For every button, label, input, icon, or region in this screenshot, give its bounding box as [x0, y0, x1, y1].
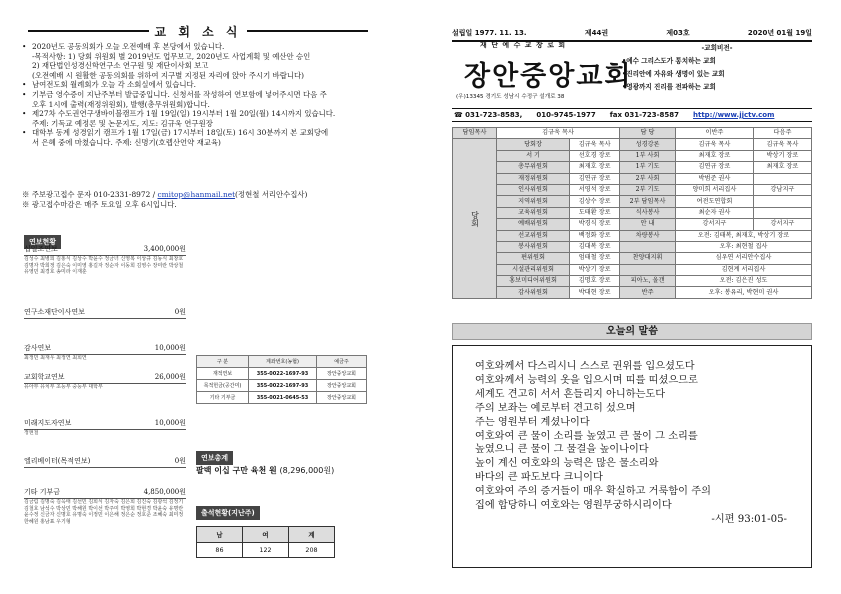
- scripture-line: 여호와여 주의 증거들이 매우 확실하고 거룩함이 주의: [475, 486, 711, 498]
- table-row: [453, 264, 812, 275]
- total-header: 연보총계: [196, 451, 233, 465]
- staff-cell: 지역위원회: [497, 196, 570, 207]
- staff-cell: 오전: 김태복, 최재호, 박상기 장로: [675, 230, 811, 241]
- account-holder: 장안중앙교회: [317, 392, 367, 404]
- news-text: 기부금 영수증이 지난주부터 발급중입니다. 신청서를 작성하여 연보함에 넣어주시면 다음 주: [32, 89, 327, 99]
- staff-cell: 서영석 장로: [570, 184, 620, 195]
- offering-name: 교회학교연보: [24, 373, 65, 381]
- staff-cell: 편위원회: [497, 253, 570, 264]
- offering-header: 연보현황: [24, 235, 61, 249]
- staff-cell: 심우연 서리안수집사: [675, 253, 811, 264]
- scripture-line: 높이 계신 여호와의 능력은 많은 물소리와: [475, 458, 659, 470]
- news-text: 남여전도회 월례회가 오늘 각 소회실에서 있습니다.: [32, 80, 197, 90]
- news-text: 대학부 동계 성경읽기 캠프가 1월 17일(금) 17시부터 18일(토) 16시 30분까지 본 교회당에: [32, 128, 329, 138]
- staff-cell: 1부 사회: [620, 150, 676, 161]
- table-row: [197, 380, 367, 392]
- offering-amount: 3,400,000원: [143, 245, 186, 253]
- staff-cell: 오후: 봉유리, 박현미 권사: [675, 287, 811, 298]
- attendance-label: 여: [243, 527, 289, 543]
- news-text: 2) 재단법인성경신학연구소 연구원 및 재단이사회 보고: [32, 61, 209, 71]
- church-name: 장안중앙교회: [464, 61, 633, 92]
- attendance-table: [196, 526, 335, 558]
- staff-cell: 박상기 장로: [570, 264, 620, 275]
- founded-date: 설립일 1977. 11. 13.: [452, 29, 527, 37]
- offering-row: [24, 418, 186, 430]
- staff-cell: 담 당: [620, 128, 676, 139]
- table-row: [453, 276, 812, 287]
- bullet-icon: •: [22, 89, 27, 99]
- ad-contact-prefix: ※ 주보광고접수 문자 010-2331-8972 /: [22, 190, 158, 199]
- accounts-header: 구 분: [197, 356, 249, 368]
- website-link[interactable]: http://www.jjctv.com: [692, 111, 775, 119]
- offering-name: 연구소재단이사연보: [24, 308, 85, 316]
- staff-cell: 백정화 장로: [570, 230, 620, 241]
- staff-cell: 박범준 권사: [675, 173, 753, 184]
- staff-cell: 양미희 서리집사: [675, 184, 753, 195]
- scripture-reference: -시편 93:01-05-: [711, 513, 787, 525]
- staff-cell: [620, 264, 676, 275]
- staff-cell: 총무위원회: [497, 162, 570, 173]
- donor-names: 정현철: [24, 430, 39, 436]
- news-text: 제27차 수도권연구생바이블캠프가 1월 19일(일) 19시부터 1월 20일(월) 14시까지 있습니다.: [32, 109, 336, 119]
- account-type: 재적연보: [197, 368, 249, 380]
- news-item: [22, 119, 402, 129]
- table-row: [453, 196, 812, 207]
- scripture-line: 바다의 큰 파도보다 크니이다: [475, 472, 603, 484]
- scripture-line: 집에 합당하니 여호와는 영원무궁하시리이다: [475, 500, 672, 512]
- offering-row: [24, 244, 186, 256]
- news-item: [22, 128, 402, 138]
- staff-cell: 김명호 장로: [570, 276, 620, 287]
- attendance-value: 208: [289, 543, 335, 558]
- offering-amount: 0원: [174, 457, 186, 465]
- news-text: (오전예배 시 원활한 공동의회를 위하여 지구별 지정된 자리에 앉아 주시기 바랍니다): [32, 70, 305, 80]
- staff-cell: 당회장: [497, 139, 570, 150]
- news-text: 주제: 기독교 예정론 및 논문지도, 지도: 김규욱 연구원장: [32, 118, 213, 128]
- staff-cell: 최순자 권사: [675, 207, 753, 218]
- vision-item: •진리안에 자유와 생명이 있는 교회: [622, 70, 725, 78]
- account-holder: 장안중앙교회: [317, 380, 367, 392]
- staff-cell: 교육위원회: [497, 207, 570, 218]
- staff-cell: 감사위원회: [497, 287, 570, 298]
- offering-row: [24, 372, 186, 384]
- accounts-header: 계좌번호(농협): [249, 356, 317, 368]
- offering-row: [24, 307, 186, 319]
- account-holder: 장안중앙교회: [317, 368, 367, 380]
- staff-cell: 김연규 장로: [570, 173, 620, 184]
- mobile-number: 010-9745-1977: [536, 111, 596, 119]
- offering-amount: 26,000원: [154, 373, 186, 381]
- attendance-header: 출석현황(지난주): [196, 506, 260, 520]
- total-number: (8,296,000원): [279, 466, 335, 475]
- accounts-table-wrap: [196, 355, 367, 404]
- attendance-label: 남: [197, 527, 243, 543]
- account-type: 목적헌금(공간미): [197, 380, 249, 392]
- news-item: [22, 71, 402, 81]
- table-row: [453, 139, 812, 150]
- fax-number: fax 031-723-8587: [609, 111, 679, 119]
- staff-cell: 홍보미디어위원회: [497, 276, 570, 287]
- table-row: [453, 287, 812, 298]
- accounts-table: [196, 355, 367, 404]
- staff-cell: 여전도연합회: [675, 196, 753, 207]
- news-text: 2020년도 공동의회가 오늘 오전예배 후 본당에서 있습니다.: [32, 42, 225, 51]
- staff-cell: 차량봉사: [620, 230, 676, 241]
- divider: [247, 30, 368, 32]
- attendance-value: 86: [197, 543, 243, 558]
- scripture-line: 여호와께서 다스리시니 스스로 권위를 입으셨도다: [475, 361, 695, 372]
- account-type: 기타 기부금: [197, 392, 249, 404]
- account-number: 355-0021-0645-53: [249, 392, 317, 404]
- staff-cell: 2부 담임목사: [620, 196, 676, 207]
- total-amount: [196, 465, 334, 476]
- staff-table: [452, 127, 812, 299]
- staff-cell: 서 기: [497, 150, 570, 161]
- staff-cell: 찬양대지휘: [620, 253, 676, 264]
- staff-cell: 오전: 김은진 성도: [675, 276, 811, 287]
- offering-row: [24, 343, 186, 355]
- issue-date: 2020년 01월 19일: [747, 29, 812, 37]
- offering-name: 기타 기부금: [24, 488, 61, 496]
- offering-row: [24, 456, 186, 468]
- table-row: [453, 128, 812, 139]
- denomination: 재 단 예 수 교 장 로 회: [480, 41, 567, 49]
- table-row: [453, 150, 812, 161]
- staff-cell: 선교위원회: [497, 230, 570, 241]
- staff-cell: 박대현 장로: [570, 287, 620, 298]
- staff-cell: 최재호 장로: [570, 162, 620, 173]
- staff-cell: 강남지구: [753, 184, 811, 195]
- right-page: [420, 0, 841, 594]
- news-text: 서 은혜 중에 마쳤습니다. 주제: 신명기(호렙산언약 재교육): [32, 137, 221, 147]
- donor-names: 유아부 유치부 초등부 중등부 대학부: [24, 384, 103, 390]
- scripture-line: 여호와여 큰 물이 소리를 높였고 큰 물이 그 소리를: [475, 430, 698, 442]
- news-item: [22, 42, 402, 52]
- offering-name: 감사연보: [24, 344, 52, 352]
- church-address: (우)13345 경기도 성남시 수정구 설개로 38: [456, 94, 565, 100]
- staff-cell: 선호경 장로: [570, 150, 620, 161]
- staff-cell: 박경식 장로: [570, 219, 620, 230]
- ad-contact-line: [22, 190, 402, 200]
- session-label: 당회: [453, 139, 497, 298]
- news-title: 교 회 소 식: [154, 24, 242, 39]
- scripture-line: 세계도 견고히 서서 흔들리지 아니하는도다: [475, 388, 666, 400]
- table-row: [453, 162, 812, 173]
- staff-cell: 시설관리위원회: [497, 264, 570, 275]
- table-row: [453, 230, 812, 241]
- news-item: [22, 61, 402, 71]
- staff-cell: [620, 241, 676, 252]
- news-item: [22, 109, 402, 119]
- offering-row: [24, 487, 186, 499]
- staff-cell: 김대복 장로: [570, 241, 620, 252]
- offering-name: 십일조연보: [24, 245, 58, 253]
- church-vision: [622, 42, 812, 94]
- ad-contact-suffix: (정현철 서리안수집사): [235, 190, 308, 199]
- staff-cell: 도태환 장로: [570, 207, 620, 218]
- staff-cell: 김규욱 목사: [675, 139, 753, 150]
- bullet-icon: •: [22, 80, 27, 90]
- account-number: 355-0022-1697-93: [249, 380, 317, 392]
- staff-cell: 김현계 서리집사: [675, 264, 811, 275]
- staff-cell: [753, 207, 811, 218]
- staff-cell: 김상수 장로: [570, 196, 620, 207]
- table-row: [453, 184, 812, 195]
- staff-cell: 다음주: [753, 128, 811, 139]
- staff-cell: 이반주: [675, 128, 753, 139]
- contact-notes: [22, 190, 402, 209]
- staff-cell: [753, 196, 811, 207]
- staff-cell: 1부 기도: [620, 162, 676, 173]
- table-row: [453, 173, 812, 184]
- staff-cell: 김규욱 목사: [570, 139, 620, 150]
- news-header: [28, 22, 368, 40]
- attendance-value: 122: [243, 543, 289, 558]
- staff-cell: 안 내: [620, 219, 676, 230]
- table-row: [453, 253, 812, 264]
- staff-cell: 예배위원회: [497, 219, 570, 230]
- vision-item: •영광까지 진리를 전파하는 교회: [622, 83, 716, 91]
- contact-bar: [452, 108, 812, 122]
- offering-amount: 10,000원: [154, 344, 186, 352]
- staff-cell: 오후: 최현철 집사: [675, 241, 811, 252]
- staff-cell: 재정위원회: [497, 173, 570, 184]
- staff-cell: 김연규 장로: [675, 162, 753, 173]
- email-link[interactable]: cmitop@hanmail.net: [157, 190, 236, 199]
- staff-cell: 반주: [620, 287, 676, 298]
- news-text: 오후 1시에 출력(재정위원회), 발행(총무위원회)합니다.: [32, 99, 210, 109]
- bullet-icon: •: [22, 42, 27, 51]
- staff-cell: 2부 기도: [620, 184, 676, 195]
- attendance-section: [196, 500, 335, 558]
- offering-amount: 10,000원: [154, 419, 186, 427]
- bullet-icon: •: [22, 109, 27, 119]
- donor-names: 최정민 최재우 최정연 최희연: [24, 355, 87, 361]
- issue-number: 제03호: [666, 29, 690, 37]
- ad-deadline-line: ※ 광고접수마감은 매주 토요일 오후 6시입니다.: [22, 199, 177, 209]
- news-item: [22, 138, 402, 148]
- word-title: 오늘의 말씀: [452, 323, 812, 340]
- staff-cell: 2부 사회: [620, 173, 676, 184]
- vision-item: •예수 그리스도가 통치하는 교회: [622, 57, 716, 65]
- staff-cell: 피아노, 올갠: [620, 276, 676, 287]
- table-row: [453, 207, 812, 218]
- staff-cell: 강서지구: [675, 219, 753, 230]
- staff-cell: 담임목사: [453, 128, 497, 139]
- offering-name: 엘리베이터(목적연보): [24, 457, 91, 465]
- table-row: [453, 219, 812, 230]
- staff-cell: 박상기 장로: [753, 150, 811, 161]
- table-row: [453, 241, 812, 252]
- news-list: [22, 42, 402, 148]
- donor-names: 김금림 김명숙 김옥태 김선민 김희식 김자숙 김은희 김진숙 김광석 김정기 김철호 남석수 박상민 박해원 박이선 박주미 박영희 박현경 박윤숙 유명란 윤수정 신금자 신명호 유명숙 이정민 이은해 정은순 정호준 조혜숙 최미정 한혜원 홍남표 우기형: [24, 499, 184, 525]
- news-item: [22, 80, 402, 90]
- offering-amount: 4,850,000원: [143, 488, 186, 496]
- donor-names: 김성수 최병희 김홍식 김상수 박윤수 정금녀 신영복 이상규 김동식 최창호 김명자 박희정 김은숙 이미영 홍길자 정순자 이동희 김영수 장미란 박상철 유영민 최경호 송미라 이재훈: [24, 256, 184, 276]
- scripture-line: 여호와께서 능력의 옷을 입으시며 띠를 띠셨으므로: [475, 374, 698, 386]
- staff-cell: 김규욱 목사: [497, 128, 620, 139]
- news-item: [22, 52, 402, 62]
- total-text: 팔백 이십 구만 육천 원: [196, 466, 277, 475]
- staff-cell: 최재호 장로: [753, 162, 811, 173]
- scripture-box: [452, 345, 812, 568]
- attendance-label: 계: [289, 527, 335, 543]
- staff-cell: 강서지구: [753, 219, 811, 230]
- table-row: [197, 368, 367, 380]
- offering-amount: 0원: [174, 308, 186, 316]
- staff-cell: 식사봉사: [620, 207, 676, 218]
- news-item: [22, 100, 402, 110]
- staff-cell: 인사위원회: [497, 184, 570, 195]
- vision-title: -교회비전-: [701, 44, 733, 52]
- scripture-line: 높였으니 큰 물이 그 물결을 높이나이다: [475, 444, 649, 456]
- staff-cell: 최재호 장로: [675, 150, 753, 161]
- account-number: 355-0022-1697-93: [249, 368, 317, 380]
- divider: [28, 30, 149, 32]
- staff-cell: 봉사위원회: [497, 241, 570, 252]
- staff-cell: 엄태철 장로: [570, 253, 620, 264]
- volume-number: 제44권: [584, 29, 609, 37]
- scripture-line: 주의 보좌는 예로부터 견고히 섰으며: [475, 402, 636, 414]
- table-row: [197, 392, 367, 404]
- accounts-header: 예금주: [317, 356, 367, 368]
- left-page: [0, 0, 420, 594]
- offering-name: 미래지도자연보: [24, 419, 72, 427]
- staff-cell: [753, 173, 811, 184]
- total-section: [196, 445, 334, 476]
- staff-cell: 성경강론: [620, 139, 676, 150]
- bullet-icon: •: [22, 128, 27, 138]
- phone-number: ☎ 031-723-8583,: [454, 111, 523, 119]
- news-text: -목적사항: 1) 당회 위원회 별 2019년도 업무보고, 2020년도 사업계획 및 예산안 승인: [32, 51, 311, 61]
- scripture-line: 주는 영원부터 계셨나이다: [475, 416, 590, 428]
- staff-cell: 김규욱 목사: [753, 139, 811, 150]
- news-item: [22, 90, 402, 100]
